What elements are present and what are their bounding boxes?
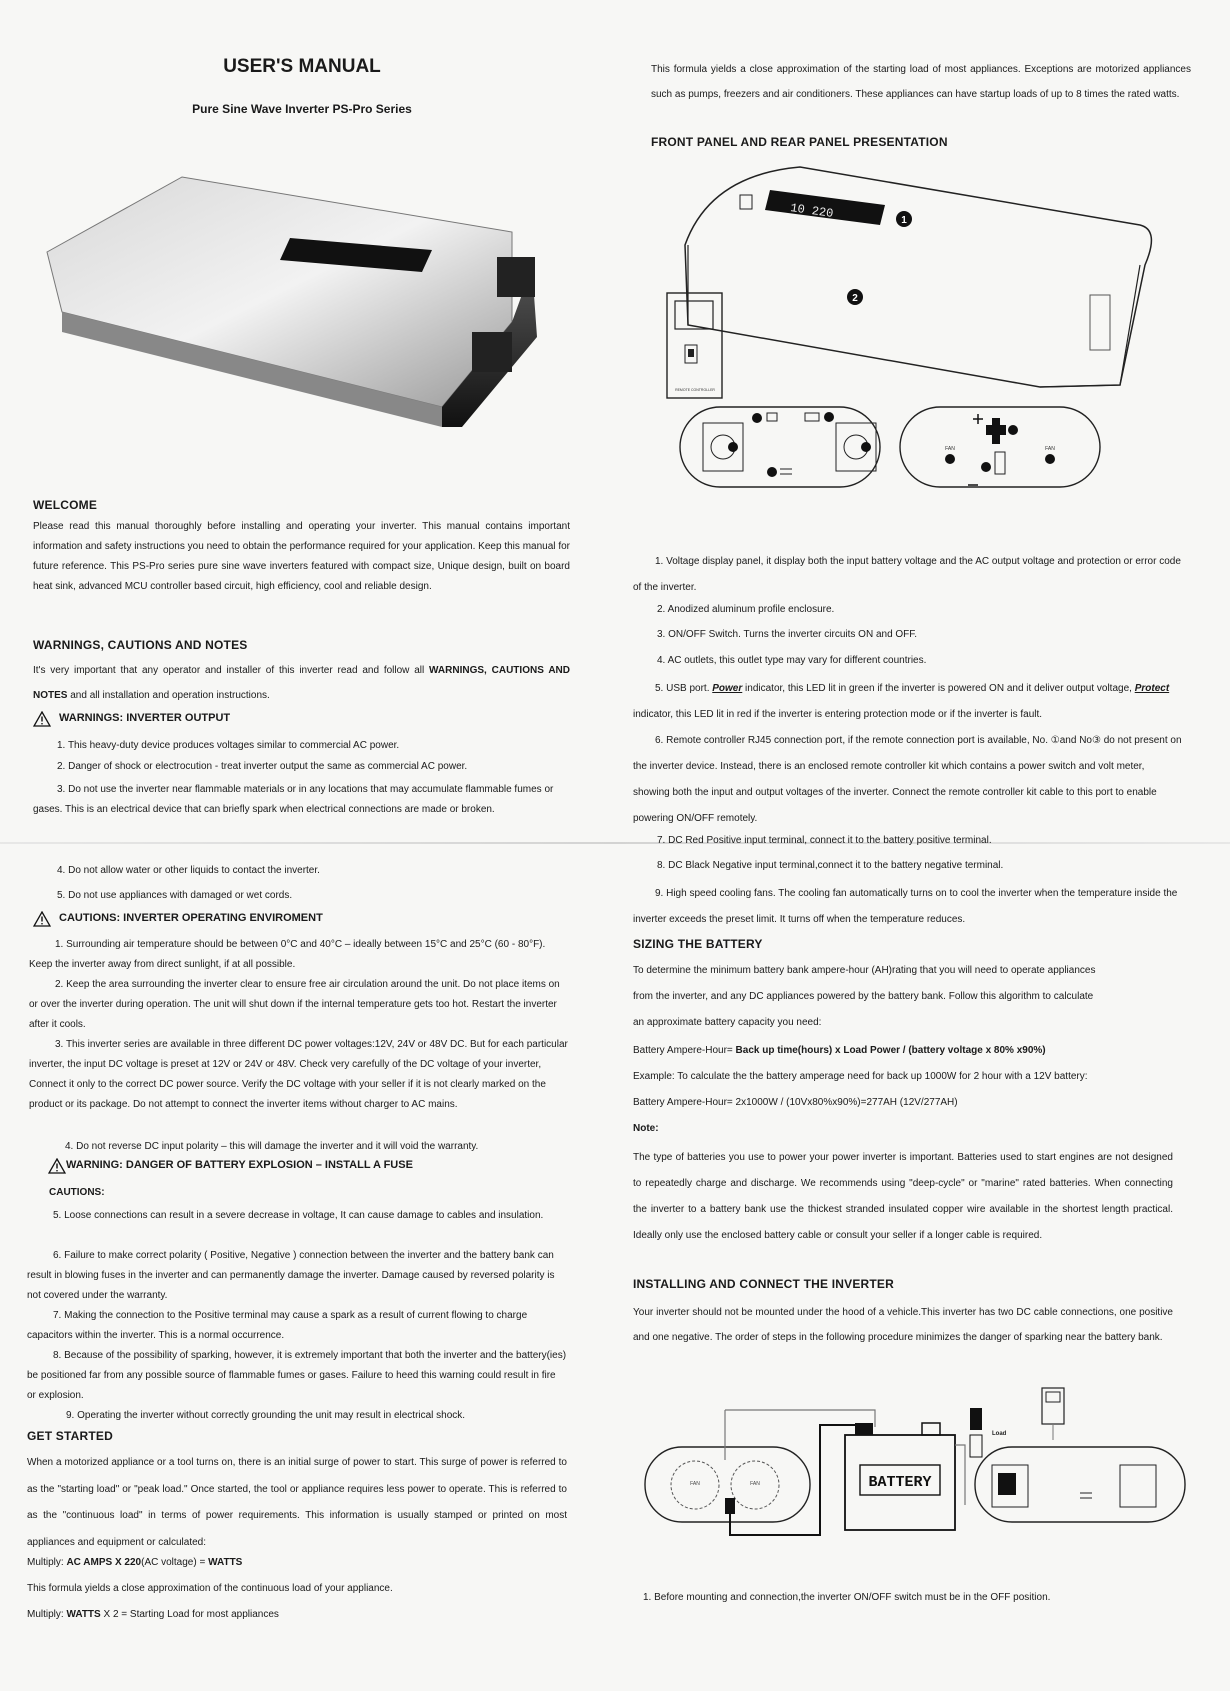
warnings-intro-bold: WARNINGS, CAUTIONS AND NOTES: [33, 665, 570, 701]
sizing-formula-pre: Battery Ampere-Hour=: [633, 1045, 736, 1056]
panel-item-2: 2. Anodized aluminum profile enclosure.: [657, 604, 835, 615]
battery-item-5: 5. Loose connections can result in a severe decrease in voltage, It can cause damage to cables and insulation.: [53, 1210, 544, 1221]
panel-item-5: [633, 676, 1183, 728]
battery-item-8: 8. Because of the possibility of sparking, however, it is extremely important that both the inverter and the battery(ies) be positioned far from any possible source of flammable fumes or gases. Failure to heed this warning could result in fire or explosion.: [27, 1350, 567, 1401]
panel-item-5-mid: indicator, this LED lit in green if the inverter is powered ON and it deliver output voltage,: [742, 683, 1135, 694]
output-item-3: 3. Do not use the inverter near flammable materials or in any locations that may accumulate flammable fumes or gases. This is an electrical device that can briefly spark when electrical connections are made or broken.: [33, 784, 554, 815]
panel-item-5-pre: 5. USB port.: [655, 683, 713, 694]
formula-2-note: This formula yields a close approximation of the starting load of most appliances. Exceptions are motorized appliances such as pumps, freezers and air conditioners. These appliances can have startup loads of up to 8 times the rated watts.: [651, 64, 1191, 100]
panel-item-6: 6. Remote controller RJ45 connection port, if the remote connection port is available, No. ①and No③ do not present on the inverter device. Instead, there is an enclosed remote controller kit which contains a power switch and volt meter, showing both the input and output voltages of the inverter. Connect the remote controller kit cable to this port to enable powering ON/OFF remotely.: [633, 735, 1182, 824]
install-body: Your inverter should not be mounted under the hood of a vehicle.This inverter has two DC cable connections, one positive and one negative. The order of steps in the following procedure minimizes the danger of sparking near the battery bank.: [633, 1307, 1173, 1343]
protect-indicator-label: Protect: [1134, 683, 1170, 694]
formula-1-bold: AC AMPS X 220: [66, 1557, 142, 1568]
load-label: Load: [992, 1431, 1007, 1437]
sizing-body: To determine the minimum battery bank ampere-hour (AH)rating that you will need to operate appliances from the inverter, and any DC appliances powered by the battery bank. Follow this algorithm to calculate an approximate battery capacity you need:: [633, 965, 1096, 1028]
formula-1-end: WATTS: [208, 1557, 243, 1568]
svg-text:2: 2: [852, 293, 858, 304]
env-caution-heading: [33, 911, 323, 927]
sizing-note: The type of batteries you use to power your power inverter is important. Batteries used to start engines are not designed to repeatedly charge and discharge. We recommends using "deep-cycle" or "marine" rated batteries. When connecting the inverter to a battery bank use the thickest stranded insulated copper wire available in the shortest length practical. Ideally only use the enclosed battery cable or consult your seller if a longer cable is required.: [633, 1152, 1173, 1241]
output-warning-heading: [33, 711, 230, 727]
battery-label: BATTERY: [868, 1474, 932, 1491]
panel-item-9: 9. High speed cooling fans. The cooling fan automatically turns on to cool the inverter when the temperature inside the inverter exceeds the preset limit. It turns off when the temperature reduces.: [633, 888, 1178, 925]
panel-item-8: 8. DC Black Negative input terminal,connect it to the battery negative terminal.: [657, 860, 1004, 871]
sizing-formula: [633, 1044, 1046, 1058]
wiring-fan-label-right: FAN: [750, 1481, 760, 1487]
warning-triangle-icon: [33, 911, 51, 927]
inverter-product-image: [42, 172, 572, 437]
negative-cable: [730, 1425, 855, 1535]
env-caution-title: CAUTIONS: INVERTER OPERATING ENVIROMENT: [59, 912, 323, 925]
formula-2-bold: WATTS: [66, 1609, 101, 1620]
output-item-2: 2. Danger of shock or electrocution - treat inverter output the same as commercial AC power.: [57, 761, 468, 772]
formula-1: [27, 1556, 242, 1570]
battery-item-6: 6. Failure to make correct polarity ( Positive, Negative ) connection between the inverter and the battery bank can result in blowing fuses in the inverter and can permanently damage the inverter. Damage caused by reversed polarity is not covered under the warranty.: [27, 1250, 555, 1301]
warnings-heading: WARNINGS, CAUTIONS AND NOTES: [33, 638, 248, 652]
panel-item-3: 3. ON/OFF Switch. Turns the inverter circuits ON and OFF.: [657, 629, 918, 640]
formula-2-post: X 2 = Starting Load for most appliances: [100, 1609, 279, 1620]
output-warning-title: WARNINGS: INVERTER OUTPUT: [59, 712, 231, 725]
fan-label-right: FAN: [1045, 446, 1055, 452]
install-step-1: 1. Before mounting and connection,the inverter ON/OFF switch must be in the OFF position.: [643, 1592, 1051, 1603]
battery-warning-title: WARNING: DANGER OF BATTERY EXPLOSION – INSTALL A FUSE: [66, 1159, 413, 1172]
env-item-3: 3. This inverter series are available in three different DC power voltages:12V, 24V or 48V DC. But for each particular inverter, the input DC voltage is preset at 12V or 24V or 48V. Check very carefully of the DC voltage of your inverter, Connect it only to the correct DC power source. Verify the DC voltage with your seller if it is not clearly marked on the product or its package. Do not attempt to connect the inverter items without charger to AC mains.: [29, 1039, 568, 1110]
sizing-example-calc: Battery Ampere-Hour= 2x1000W / (10Vx80%x90%)=277AH (12V/277AH): [633, 1097, 958, 1108]
warning-triangle-icon: [33, 711, 51, 727]
sizing-heading: SIZING THE BATTERY: [633, 937, 763, 951]
power-indicator-label: Power: [712, 683, 743, 694]
warnings-intro-text: It's very important that any operator and installer of this inverter read and follow all: [33, 665, 430, 676]
formula-2: [27, 1608, 279, 1622]
cautions-label: CAUTIONS:: [49, 1187, 105, 1198]
output-item-5: 5. Do not use appliances with damaged or wet cords.: [57, 890, 293, 901]
page-subtitle: Pure Sine Wave Inverter PS-Pro Series: [192, 102, 412, 116]
svg-text:1: 1: [901, 215, 907, 226]
panel-item-4: 4. AC outlets, this outlet type may vary for different countries.: [657, 655, 927, 666]
welcome-body: Please read this manual thoroughly before installing and operating your inverter. This manual contains important information and safety instructions you need to obtain the performance required for your application. Keep this manual for future reference. This PS-Pro series pure sine wave inverters featured with compact size, Unique design, built on board heat sink, advanced MCU controller based circuit, high efficiency, cool and reliable design.: [33, 521, 570, 592]
warnings-intro: [33, 658, 570, 708]
formula-2-pre: Multiply:: [27, 1609, 67, 1620]
panel-item-1: 1. Voltage display panel, it display both the input battery voltage and the AC output voltage and protection or error code of the inverter.: [633, 556, 1181, 593]
formula-1-mid: (AC voltage) =: [141, 1557, 209, 1568]
formula-1-pre: Multiply:: [27, 1557, 67, 1568]
sizing-example: Example: To calculate the the battery amperage need for back up 1000W for 2 hour with a 12V battery:: [633, 1071, 1088, 1082]
battery-warning-heading: [48, 1158, 413, 1174]
panel-item-5-post: indicator, this LED lit in red if the inverter is entering protection mode or if the inverter is fault.: [633, 709, 1043, 720]
panel-diagram: [640, 155, 1190, 500]
page-title: USER'S MANUAL: [223, 56, 381, 77]
get-started-heading: GET STARTED: [27, 1429, 113, 1443]
warnings-intro-end: and all installation and operation instructions.: [67, 690, 270, 701]
battery-item-9: 9. Operating the inverter without correctly grounding the unit may result in electrical shock.: [66, 1410, 466, 1421]
output-item-4: 4. Do not allow water or other liquids to contact the inverter.: [57, 865, 320, 876]
sizing-formula-bold: Back up time(hours) x Load Power / (battery voltage x 80% x90%): [735, 1045, 1046, 1056]
env-item-1: 1. Surrounding air temperature should be between 0°C and 40°C – ideally between 15°C and 25°C (60 - 80°F). Keep the inverter away from direct sunlight, if at all possible.: [29, 939, 546, 970]
env-item-4: 4. Do not reverse DC input polarity – this will damage the inverter and it will void the warranty.: [65, 1141, 479, 1152]
install-heading: INSTALLING AND CONNECT THE INVERTER: [633, 1277, 894, 1291]
wiring-diagram: [640, 1385, 1190, 1550]
formula-1-note: This formula yields a close approximation of the continuous load of your appliance.: [27, 1583, 393, 1594]
fan-label-left: FAN: [945, 446, 955, 452]
warning-triangle-icon: [48, 1158, 66, 1174]
note-label: Note:: [633, 1123, 659, 1134]
battery-item-7: 7. Making the connection to the Positive terminal may cause a spark as a result of current flowing to charge capacitors within the inverter. This is a normal occurrence.: [27, 1310, 528, 1341]
get-started-body: When a motorized appliance or a tool turns on, there is an initial surge of power to start. This surge of power is referred to as the "starting load" or "peak load." Once started, the tool or appliance requires less power to operate. This is referred to as the "continuous load" in terms of power requirements. This information is usually stamped or printed on most appliances and equipment or calculated:: [27, 1457, 567, 1548]
remote-controller-label: REMOTE CONTROLLER: [675, 388, 715, 392]
welcome-heading: WELCOME: [33, 498, 98, 512]
display-readout: 10 220: [789, 201, 835, 221]
front-panel-outlets: [680, 407, 880, 487]
wiring-fan-label-left: FAN: [690, 1481, 700, 1487]
panel-heading: FRONT PANEL AND REAR PANEL PRESENTATION: [651, 135, 948, 149]
env-item-2: 2. Keep the area surrounding the inverter clear to ensure free air circulation around the unit. Do not place items on or over the inverter during operation. The unit will shut down if the internal temperature gets too hot. Restart the inverter after it cools.: [29, 979, 560, 1030]
output-item-1: 1. This heavy-duty device produces voltages similar to commercial AC power.: [57, 740, 400, 751]
panel-item-7: 7. DC Red Positive input terminal, connect it to the battery positive terminal.: [657, 835, 992, 846]
